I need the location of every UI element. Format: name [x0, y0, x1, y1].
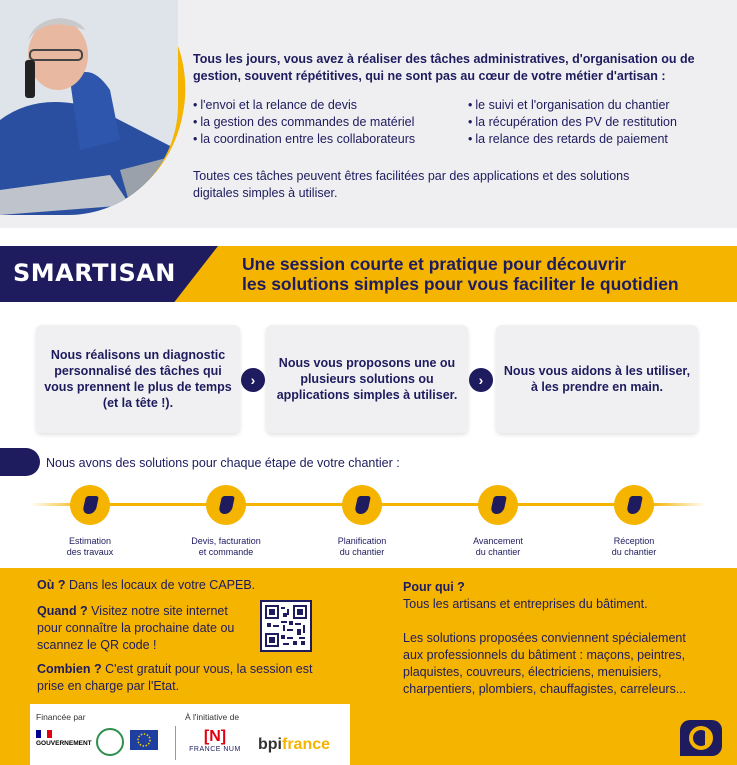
- chevron-right-icon: ›: [241, 368, 265, 392]
- banner-title-line2: les solutions simples pour vous faciliter le quotidien: [242, 274, 679, 294]
- task-item: • la coordination entre les collaborateurs: [193, 131, 415, 148]
- qr-code[interactable]: [260, 600, 312, 652]
- stage-icon: [614, 485, 654, 525]
- cost-info: Combien ? C'est gratuit pour vous, la session est prise en charge par l'Etat.: [37, 662, 313, 693]
- step-card-help: Nous vous aidons à les utiliser, à les prendre en main.: [496, 325, 698, 433]
- partners-box: [30, 704, 350, 765]
- step-card-proposal: Nous vous proposons une ou plusieurs solutions ou applications simples à utiliser.: [266, 325, 468, 433]
- france-num-logo: [N] FRANCE NUM: [189, 728, 241, 753]
- stage-icon: [206, 485, 246, 525]
- solutions-info: Les solutions proposées conviennent spécialement aux professionnels du bâtiment : maçons, peintres, plaquistes, couvreurs, électriciens, menuisiers, charpentiers, plombiers, chauffagistes, carreleurs...: [403, 631, 687, 696]
- gouvernement-logo: GOUVERNEMENT: [36, 730, 92, 747]
- financed-label: Financée par: [36, 712, 86, 722]
- intro-text: Toutes ces tâches peuvent êtres facilitées par des applications et des solutions digitales simples à utiliser.: [193, 169, 630, 200]
- bpifrance-logo: bpifrance: [258, 736, 331, 753]
- when-info: Quand ? Visitez notre site internet pour connaître la prochaine date ou scannez le QR code !: [37, 604, 235, 652]
- timeline-heading: Nous avons des solutions pour chaque étape de votre chantier :: [46, 456, 400, 470]
- task-list-right: [468, 97, 677, 148]
- stage-icon: [70, 485, 110, 525]
- task-item: • le suivi et l'organisation du chantier: [468, 97, 677, 114]
- stage-label-planification: Planification du chantier: [337, 536, 387, 557]
- banner-title-line1: Une session courte et pratique pour découvrir: [242, 254, 627, 274]
- where-info: Où ? Dans les locaux de votre CAPEB.: [37, 578, 256, 592]
- smartisan-logo: SMARTISAN: [13, 259, 176, 287]
- stage-label-estimation: Estimation des travaux: [66, 536, 114, 557]
- initiative-label: À l'initiative de: [185, 712, 240, 722]
- step-card-diagnostic: Nous réalisons un diagnostic personnalisé des tâches qui vous prennent le plus de temps (et la tête !).: [36, 325, 240, 433]
- timeline-tab-decoration: [0, 448, 40, 476]
- eu-flag-icon: [130, 730, 158, 750]
- capeb-corner-logo: [680, 720, 722, 756]
- audience-info: Pour qui ? Tous les artisans et entreprises du bâtiment.: [403, 580, 648, 611]
- task-item: • la gestion des commandes de matériel: [193, 114, 415, 131]
- chevron-right-icon: ›: [469, 368, 493, 392]
- stage-icon: [342, 485, 382, 525]
- task-item: • la relance des retards de paiement: [468, 131, 677, 148]
- stage-icon: [478, 485, 518, 525]
- task-item: • l'envoi et la relance de devis: [193, 97, 415, 114]
- stage-label-devis: Devis, facturation et commande: [191, 536, 261, 557]
- task-list-left: [193, 97, 415, 148]
- stage-label-reception: Réception du chantier: [611, 536, 657, 557]
- intro-heading: Tous les jours, vous avez à réaliser des tâches administratives, d'organisation ou de gestion, souvent répétitives, qui ne sont pas au cœur de votre métier d'artisan :: [193, 52, 695, 83]
- banner-title: [242, 254, 732, 294]
- stage-label-avancement: Avancement du chantier: [473, 536, 523, 557]
- partners-divider: [175, 726, 176, 760]
- task-item: • la récupération des PV de restitution: [468, 114, 677, 131]
- france-relance-logo: [96, 728, 124, 756]
